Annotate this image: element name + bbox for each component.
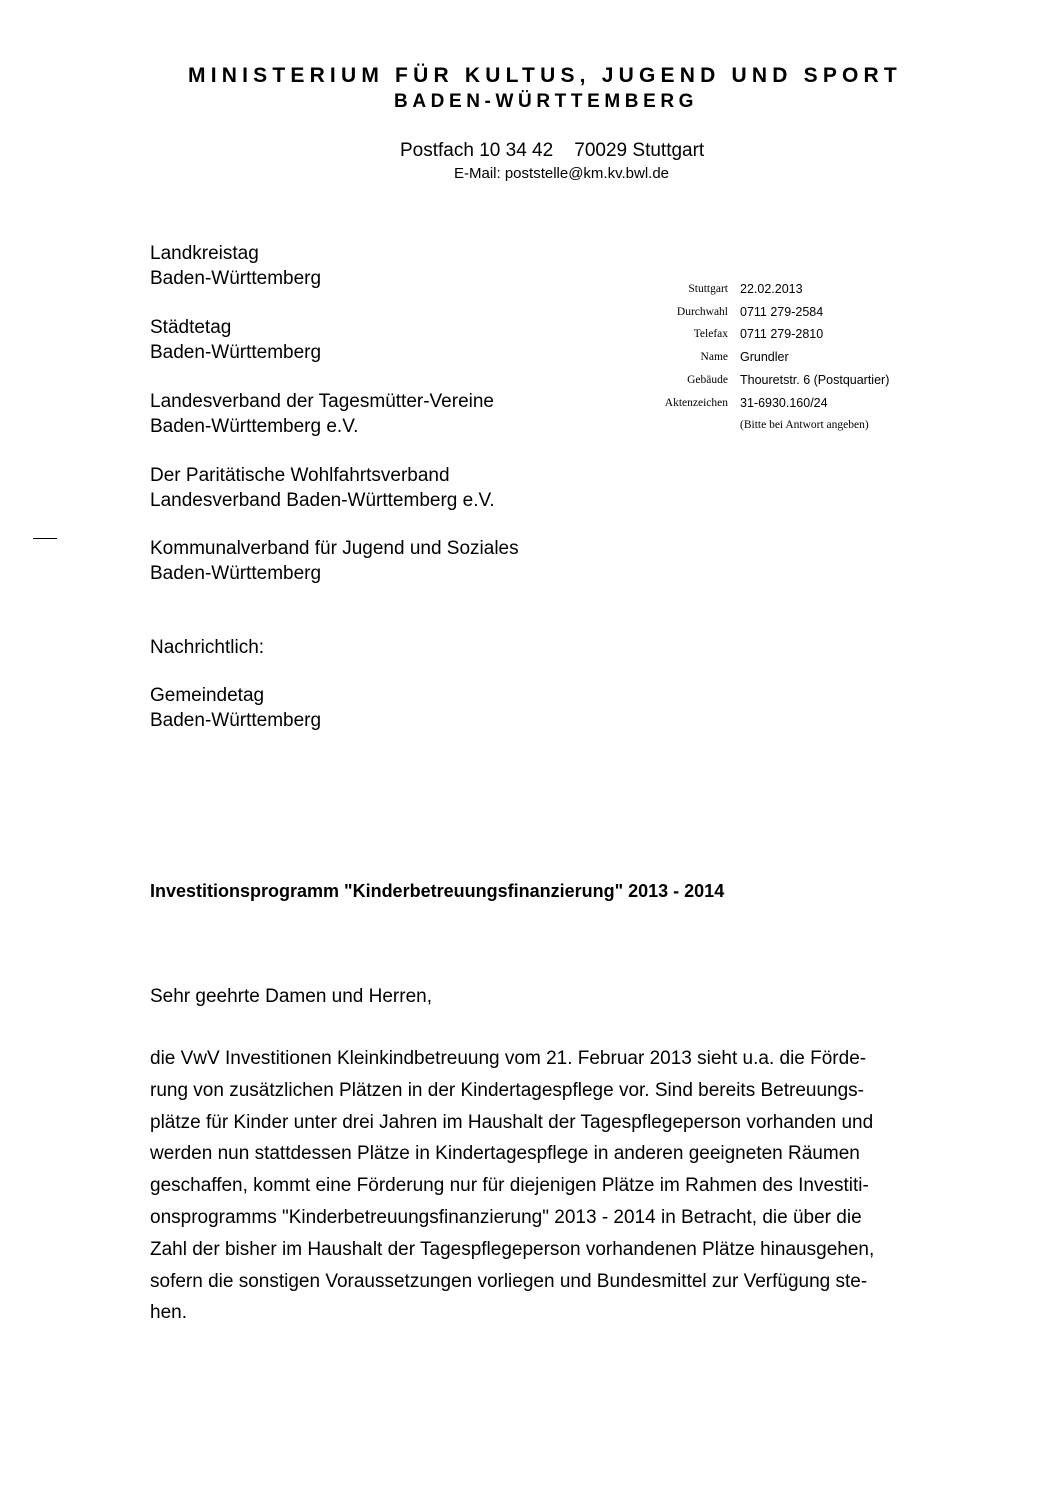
reference-value: 0711 279-2810 xyxy=(740,327,824,342)
body-line: Zahl der bisher im Haushalt der Tagespflegeperson vorhandenen Plätze hinausgehen, xyxy=(150,1238,875,1260)
reference-value: 22.02.2013 xyxy=(740,282,803,296)
body-line: geschaffen, kommt eine Förderung nur für diejenigen Plätze im Rahmen des Investiti- xyxy=(150,1175,869,1197)
reference-value: Grundler xyxy=(740,350,789,365)
reference-key: Stuttgart xyxy=(688,283,728,295)
recipient-block xyxy=(150,537,519,586)
recipient-line: Gemeindetag xyxy=(150,685,265,706)
postal-address: Postfach 10 34 42 70029 Stuttgart xyxy=(400,140,705,161)
recipient-line: Baden-Württemberg xyxy=(150,267,322,289)
reference-row xyxy=(560,392,889,415)
body-line: sofern die sonstigen Voraussetzungen vorliegen und Bundesmittel zur Verfügung ste- xyxy=(150,1270,868,1292)
state-name: BADEN-WÜRTTEMBERG xyxy=(394,91,699,112)
body-line: werden nun stattdessen Plätze in Kindertagespflege in anderen geeigneten Räumen xyxy=(150,1143,860,1165)
recipient-line: Landkreistag xyxy=(150,243,259,264)
reference-key: Gebäude xyxy=(687,373,728,386)
recipient-block xyxy=(150,316,321,365)
letter-body xyxy=(150,1043,970,1329)
recipient-line: Baden-Württemberg xyxy=(150,341,322,363)
reference-key: Name xyxy=(700,351,728,364)
recipient-block xyxy=(150,684,321,733)
recipient-block xyxy=(150,464,495,513)
recipient-block xyxy=(150,390,494,439)
reference-value: 0711 279-2584 xyxy=(740,304,824,319)
ministry-name: MINISTERIUM FÜR KULTUS, JUGEND UND SPORT xyxy=(188,64,902,87)
recipient-line: Baden-Württemberg xyxy=(150,562,322,584)
reference-key: Durchwahl xyxy=(676,305,728,318)
reference-row xyxy=(560,369,889,392)
body-line: plätze für Kinder unter drei Jahren im Haushalt der Tagespflegeperson vorhanden und xyxy=(150,1111,874,1133)
recipient-line: Der Paritätische Wohlfahrtsverband xyxy=(150,465,450,486)
recipient-line: Landesverband Baden-Württemberg e.V. xyxy=(150,489,495,511)
reference-key: Telefax xyxy=(693,328,728,341)
reference-block xyxy=(560,278,889,437)
body-line: rung von zusätzlichen Plätzen in der Kindertagespflege vor. Sind bereits Betreuungs- xyxy=(150,1079,864,1101)
recipient-line: Landesverband der Tagesmütter-Vereine xyxy=(150,391,494,412)
reference-row xyxy=(560,278,889,301)
recipient-line: Baden-Württemberg xyxy=(150,709,322,731)
recipient-line: Nachrichtlich: xyxy=(150,637,265,658)
email-address: E-Mail: poststelle@km.kv.bwl.de xyxy=(454,165,670,182)
reference-row xyxy=(560,301,889,324)
cc-label xyxy=(150,636,264,661)
letter-subject: Investitionsprogramm "Kinderbetreuungsfinanzierung" 2013 - 2014 xyxy=(150,881,725,901)
reference-note: (Bitte bei Antwort angeben) xyxy=(740,419,869,432)
recipient-block xyxy=(150,242,321,291)
body-line: onsprogramms "Kinderbetreuungsfinanzierung" 2013 - 2014 in Betracht, die über die xyxy=(150,1206,862,1228)
recipient-line: Städtetag xyxy=(150,317,232,338)
body-line: die VwV Investitionen Kleinkindbetreuung vom 21. Februar 2013 sieht u.a. die Förde- xyxy=(150,1048,867,1069)
reference-value: 31-6930.160/24 xyxy=(740,395,828,410)
salutation: Sehr geehrte Damen und Herren, xyxy=(150,986,432,1007)
reference-row xyxy=(560,323,889,346)
reference-key: Aktenzeichen xyxy=(664,396,728,409)
fold-mark xyxy=(33,538,57,539)
reference-row xyxy=(560,346,889,369)
recipient-line: Kommunalverband für Jugend und Soziales xyxy=(150,538,519,559)
reference-value: Thouretstr. 6 (Postquartier) xyxy=(740,372,890,387)
body-line: hen. xyxy=(150,1302,187,1324)
recipient-line: Baden-Württemberg e.V. xyxy=(150,415,359,437)
